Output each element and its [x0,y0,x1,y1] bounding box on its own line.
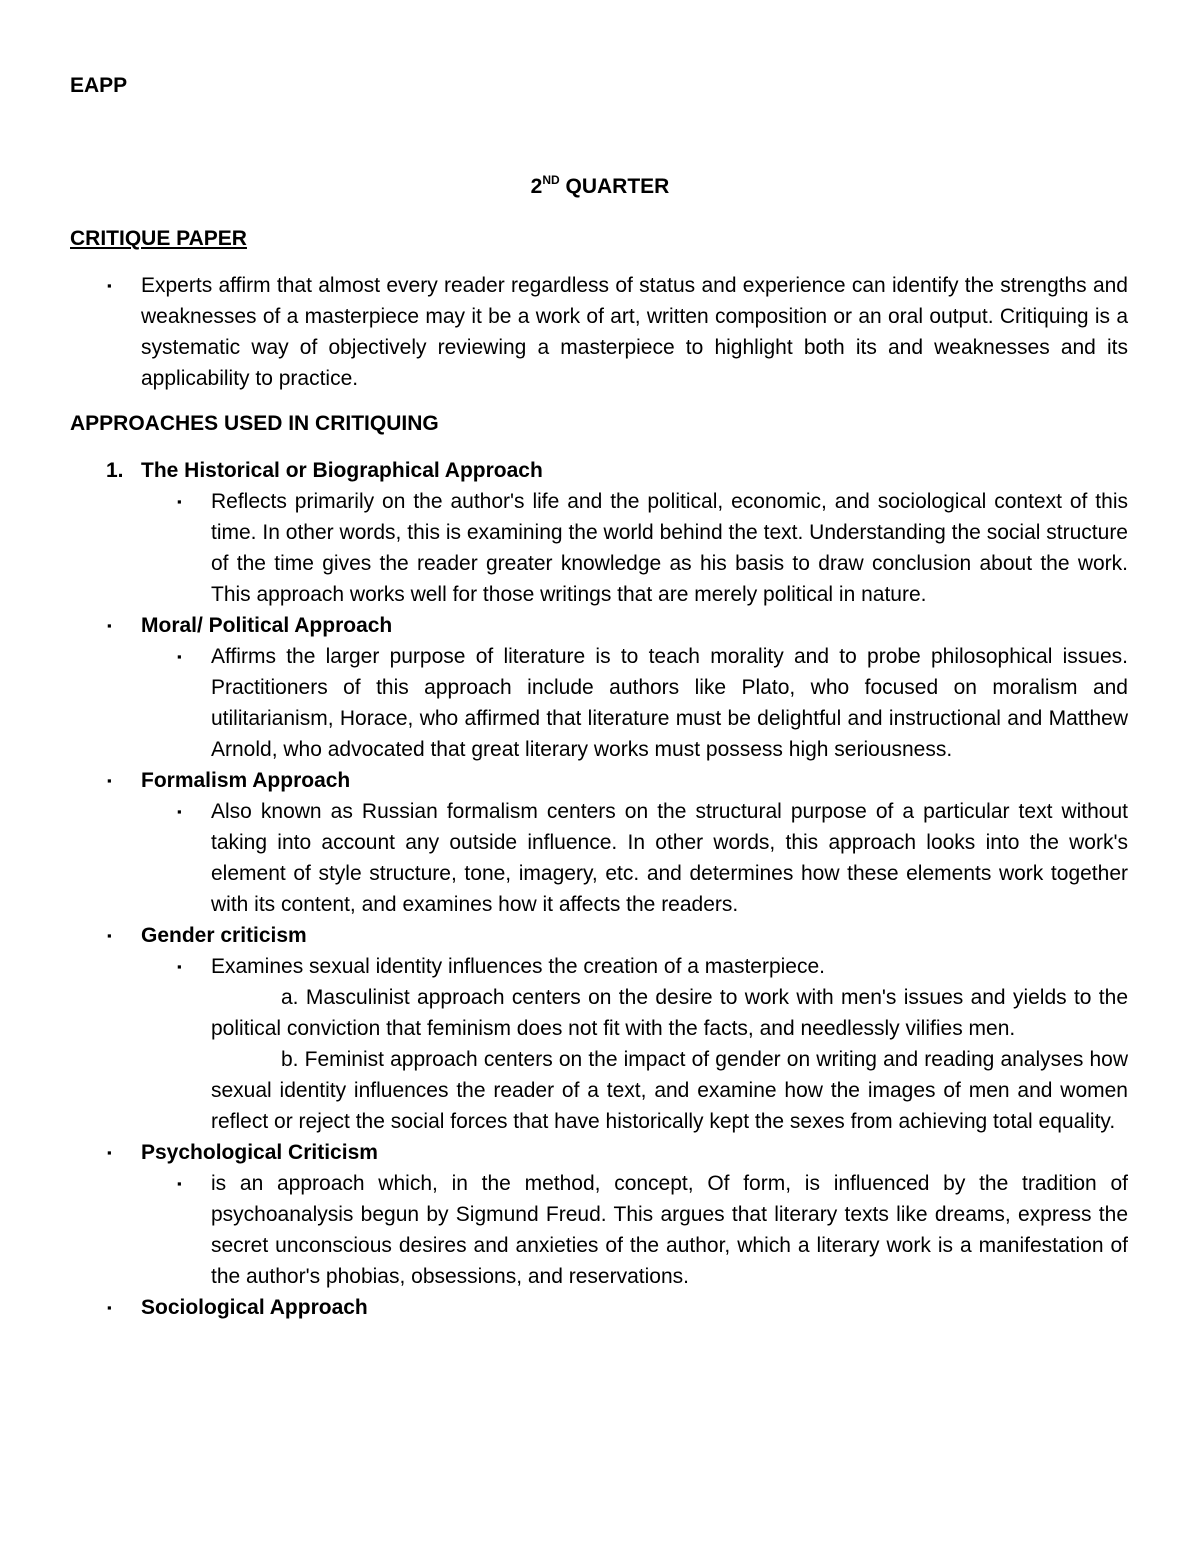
quarter-suffix: ND [542,173,560,187]
square-bullet-icon: ▪ [107,773,112,788]
historical-desc-text: Reflects primarily on the author's life and the political, economic, and sociological context of this time. In other words, this is examining the world behind the text. Understanding the social structure of the time gives the reader greater knowledge as his basis to draw conclusion about the work. This approach works well for those writings that are merely political in nature. [211,490,1128,606]
quarter-title [0,175,1200,199]
approaches-heading: APPROACHES USED IN CRITIQUING [70,412,439,435]
moral-title: Moral/ Political Approach [141,614,393,637]
moral-approach-heading [70,610,1128,641]
moral-approach-desc [70,641,1128,765]
square-bullet-icon: ▪ [107,1300,112,1315]
formalism-approach-desc [70,796,1128,920]
gender-criticism-heading [70,920,1128,951]
square-bullet-icon: ▪ [107,278,112,293]
square-bullet-icon: ▪ [107,1145,112,1160]
document-label: EAPP [70,74,128,97]
square-bullet-icon: ▪ [177,1176,182,1191]
sociological-title: Sociological Approach [141,1296,368,1319]
formalism-desc-text: Also known as Russian formalism centers on the structural purpose of a particular text without taking into account any outside influence. In other words, this approach looks into the work's element of style structure, tone, imagery, etc. and determines how these elements work together with its content, and examines how it affects the readers. [211,800,1128,916]
critique-intro-item [70,270,1128,394]
psychological-title: Psychological Criticism [141,1141,378,1164]
square-bullet-icon: ▪ [107,928,112,943]
psychological-desc-text: is an approach which, in the method, concept, Of form, is influenced by the tradition of psychoanalysis begun by Sigmund Freud. This argues that literary texts like dreams, express the secret unconscious desires and anxieties of the author, which a literary work is a manifestation of the author's phobias, obsessions, and reservations. [211,1172,1128,1288]
historical-approach-desc [70,486,1128,610]
quarter-number: 2 [530,175,543,198]
critique-paper-heading: CRITIQUE PAPER [70,227,247,250]
historical-number: 1. [106,459,124,482]
gender-masculinist-item [70,982,1128,1044]
historical-approach-heading [70,455,1128,486]
gender-feminist-item [70,1044,1128,1137]
gender-criticism-desc [70,951,1128,982]
square-bullet-icon: ▪ [177,959,182,974]
critique-intro-text: Experts affirm that almost every reader regardless of status and experience can identify the strengths and weaknesses of a masterpiece may it be a work of art, written composition or an oral output. Critiquing is a systematic way of objectively reviewing a masterpiece to highlight both its and weaknesses and its applicability to practice. [141,274,1128,390]
square-bullet-icon: ▪ [177,494,182,509]
historical-title: The Historical or Biographical Approach [141,459,543,482]
square-bullet-icon: ▪ [177,649,182,664]
square-bullet-icon: ▪ [107,618,112,633]
psychological-criticism-heading [70,1137,1128,1168]
moral-desc-text: Affirms the larger purpose of literature is to teach morality and to probe philosophical issues. Practitioners of this approach include authors like Plato, who focused on moralism and utilitarianism, Horace, who affirmed that literature must be delightful and instructional and Matthew Arnold, who advocated that great literary works must possess high seriousness. [211,645,1128,761]
gender-sub-a-text: a. Masculinist approach centers on the desire to work with men's issues and yields to the political conviction that feminism does not fit with the facts, and needlessly vilifies men. [211,986,1128,1040]
formalism-approach-heading [70,765,1128,796]
gender-desc-text: Examines sexual identity influences the creation of a masterpiece. [211,955,825,978]
formalism-title: Formalism Approach [141,769,351,792]
gender-sub-b-text: b. Feminist approach centers on the impact of gender on writing and reading analyses how sexual identity influences the reader of a text, and examine how the images of men and women reflect or reject the social forces that have historically kept the sexes from achieving total equality. [211,1048,1128,1133]
quarter-word: QUARTER [565,175,670,198]
psychological-criticism-desc [70,1168,1128,1292]
sociological-approach-heading [70,1292,1128,1323]
gender-title: Gender criticism [141,924,307,947]
square-bullet-icon: ▪ [177,804,182,819]
document-body [70,223,1128,1323]
